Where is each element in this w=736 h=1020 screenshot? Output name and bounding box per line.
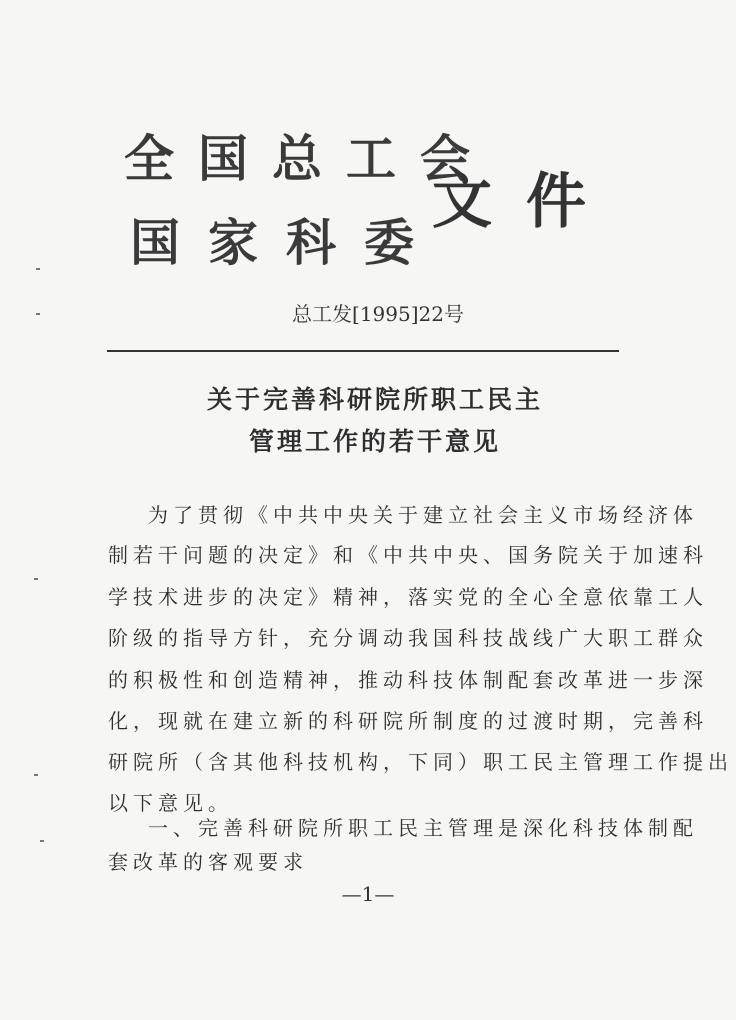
page-number: —1— [341,882,395,906]
body-line: 学技术进步的决定》精神，落实党的全心全意依靠工人 [108,585,708,609]
body-line: 研院所（含其他科技机构，下同）职工民主管理工作提出 [108,750,733,774]
document-number: 总工发[1995]22号 [292,302,464,326]
body-line: 阶级的指导方针，充分调动我国科技战线广大职工群众 [108,626,708,650]
body-line: 为了贯彻《中共中央关于建立社会主义市场经济体 [148,503,698,527]
body-line: 以下意见。 [108,791,233,815]
scan-speck [34,774,38,776]
document-title-line-1: 关于完善科研院所职工民主 [206,385,543,414]
document-title-line-2: 管理工作的若干意见 [248,427,501,456]
body-line: 制若干问题的决定》和《中共中央、国务院关于加速科 [108,543,708,567]
scan-speck [40,840,44,842]
issuer-acftu: 全国总工会 [124,130,494,188]
body-line: 化，现就在建立新的科研院所制度的过渡时期，完善科 [108,709,708,733]
scan-speck [36,268,40,270]
scan-speck [34,578,38,580]
body-line: 的积极性和创造精神，推动科技体制配套改革进一步深 [108,668,708,692]
issuer-state-science-commission: 国家科委 [130,214,442,272]
document-type-label: 文件 [432,167,620,237]
section-heading-line: 一、完善科研院所职工民主管理是深化科技体制配 [148,816,698,840]
section-heading-line: 套改革的客观要求 [108,850,308,874]
header-divider [107,350,619,352]
scan-speck [36,313,40,315]
